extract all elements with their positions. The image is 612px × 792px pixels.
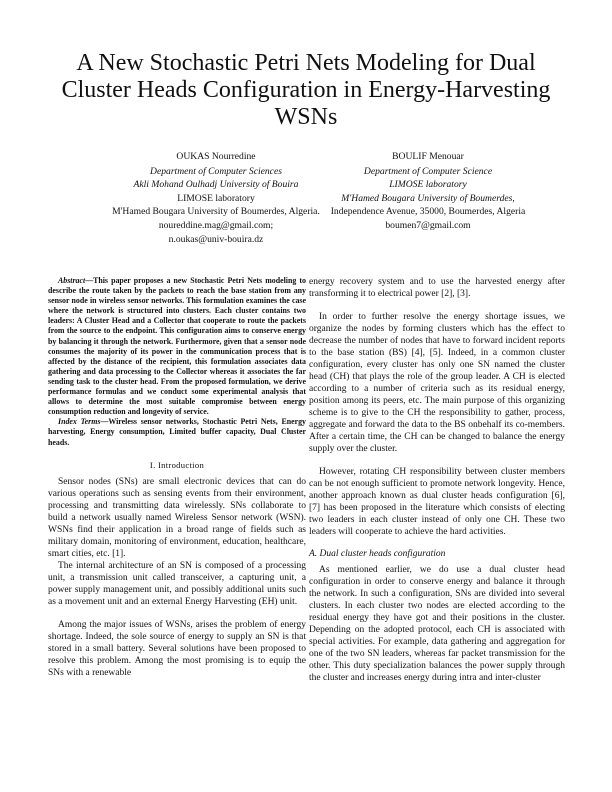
paragraph: Sensor nodes (SNs) are small electronic devices that can do various operations such as sensing events from their environment, processing and transmitting data wirelessly. SNs collaborate to build a network usually named Wireless Sensor network (WSN). WSNs find their application in a broad range of fields such as military domain, monitoring of environment, education, healthcare, smart cities, etc. [1].: [48, 476, 306, 559]
abstract-label: Abstract: [58, 276, 86, 285]
author-block-2: [303, 150, 553, 233]
paragraph: However, rotating CH responsibility between cluster members can be not enough sufficient to promote network longevity. Hence, another approach known as dual cluster heads configuration [6], [7] has been proposed in the literature which consists of electing two leaders in each cluster instead of only one CH. These two leaders will cooperate to achieve the hard activities.: [309, 467, 565, 537]
author-address: Independence Avenue, 35000, Boumerdes, Algeria: [330, 206, 526, 218]
author-email: boumen7@gmail.com: [385, 219, 471, 231]
right-column: [309, 276, 565, 684]
author-department: Department of Computer Sciences: [150, 165, 282, 177]
author-university: M'Hamed Bougara University of Boumerdes,: [341, 192, 515, 204]
author-department: Department of Computer Science: [363, 165, 493, 177]
paragraph: The internal architecture of an SN is composed of a processing unit, a transmission unit called transceiver, a capturing unit, a power supply management unit, and possibly additional units such as a movement unit and an external Energy Harvesting (EH) unit.: [48, 560, 306, 607]
subsection-heading: A. Dual cluster heads configuration: [309, 549, 446, 559]
paper-title: A New Stochastic Petri Nets Modeling for Dual Cluster Heads Configuration in Energy-Harvesting WSNs: [61, 50, 551, 130]
index-terms-label: Index Terms: [58, 417, 101, 427]
paragraph: As mentioned earlier, we do use a dual cluster head configuration in order to conserve energy and balance it through the network. In such a configuration, SNs are divided into several clusters. In each cluster two nodes are elected according to the residual energy they have got and their positions in the cluster. Depending on the adopted protocol, each CH is associated with special activities. For example, data gathering and aggregation for one of the two SN leaders, whereas far packet transmission for the other. This duty specialization balances the power supply through the cluster and increases energy during intra and inter-cluster: [309, 565, 565, 683]
index-terms: [48, 417, 306, 447]
author-lab: LIMOSE laboratory: [177, 192, 255, 204]
section-heading: I. Introduction: [149, 459, 205, 470]
paragraph: Among the major issues of WSNs, arises the problem of energy shortage. Indeed, the sole source of energy to supply an SN is that stored in a small battery. Several solutions have been proposed to resolve this problem. Among the most promising is to equip the SNs with a renewable: [48, 619, 306, 678]
author-lab: LIMOSE laboratory: [389, 179, 467, 191]
paragraph: energy recovery system and to use the harvested energy after transforming it to electrical power [2], [3].: [309, 277, 565, 299]
author-university: Akli Mohand Oulhadj University of Bouira: [133, 179, 299, 191]
author-email: n.oukas@univ-bouira.dz: [168, 233, 264, 245]
author-address: M'Hamed Bougara University of Boumerdes, Algeria.: [112, 206, 320, 218]
index-terms-text: —Wireless sensor networks, Stochastic Petri Nets, Energy harvesting, Energy consumption, Limited buffer capacity, Dual Cluster heads.: [48, 417, 306, 447]
left-column: [48, 276, 306, 679]
paragraph: In order to further resolve the energy shortage issues, we organize the nodes by forming clusters which has the effect to decrease the number of nodes that have to forward incident reports to the base station (BS) [4], [5]. Indeed, in a common cluster configuration, every cluster has only one SN named the cluster head (CH) that plays the role of the group leader. A CH is elected according to a number of criteria such as its residual energy, position among its peers, etc. The main purpose of this organizing scheme is to give to the CH the responsibility to gather, process, aggregate and forward the data to the BS onbehalf its co-members. After a certain time, the CH can be changed to balance the energy supply over the cluster.: [309, 312, 565, 454]
author-name: BOULIF Menouar: [392, 151, 464, 162]
author-email: noureddine.mag@gmail.com;: [158, 219, 274, 231]
abstract: [48, 276, 306, 417]
abstract-text: —This paper proposes a new Stochastic Petri Nets modeling to describe the route taken by the packets to reach the base station from any sensor node in wireless sensor networks. This formulation examines the case where the network is structured into clusters. Each cluster contains two leaders: A Cluster Head and a Collector that cooperate to route the packets from the source to the endpoint. This configuration aims to conserve energy by balancing it through the network. Furthermore, given that a sensor node consumes the majority of its power in the communication process that is affected by the distance of the recipient, this formulation associates data gathering and data processing to the Collector whereas it associates the far sending task to the cluster head. From the proposed formulation, we derive performance formulas and we conduct some experimental analysis that allows to determine the most suitable compromise between energy consumption reduction and longevity of service.: [48, 276, 306, 417]
author-name: OUKAS Nourredine: [176, 151, 256, 162]
